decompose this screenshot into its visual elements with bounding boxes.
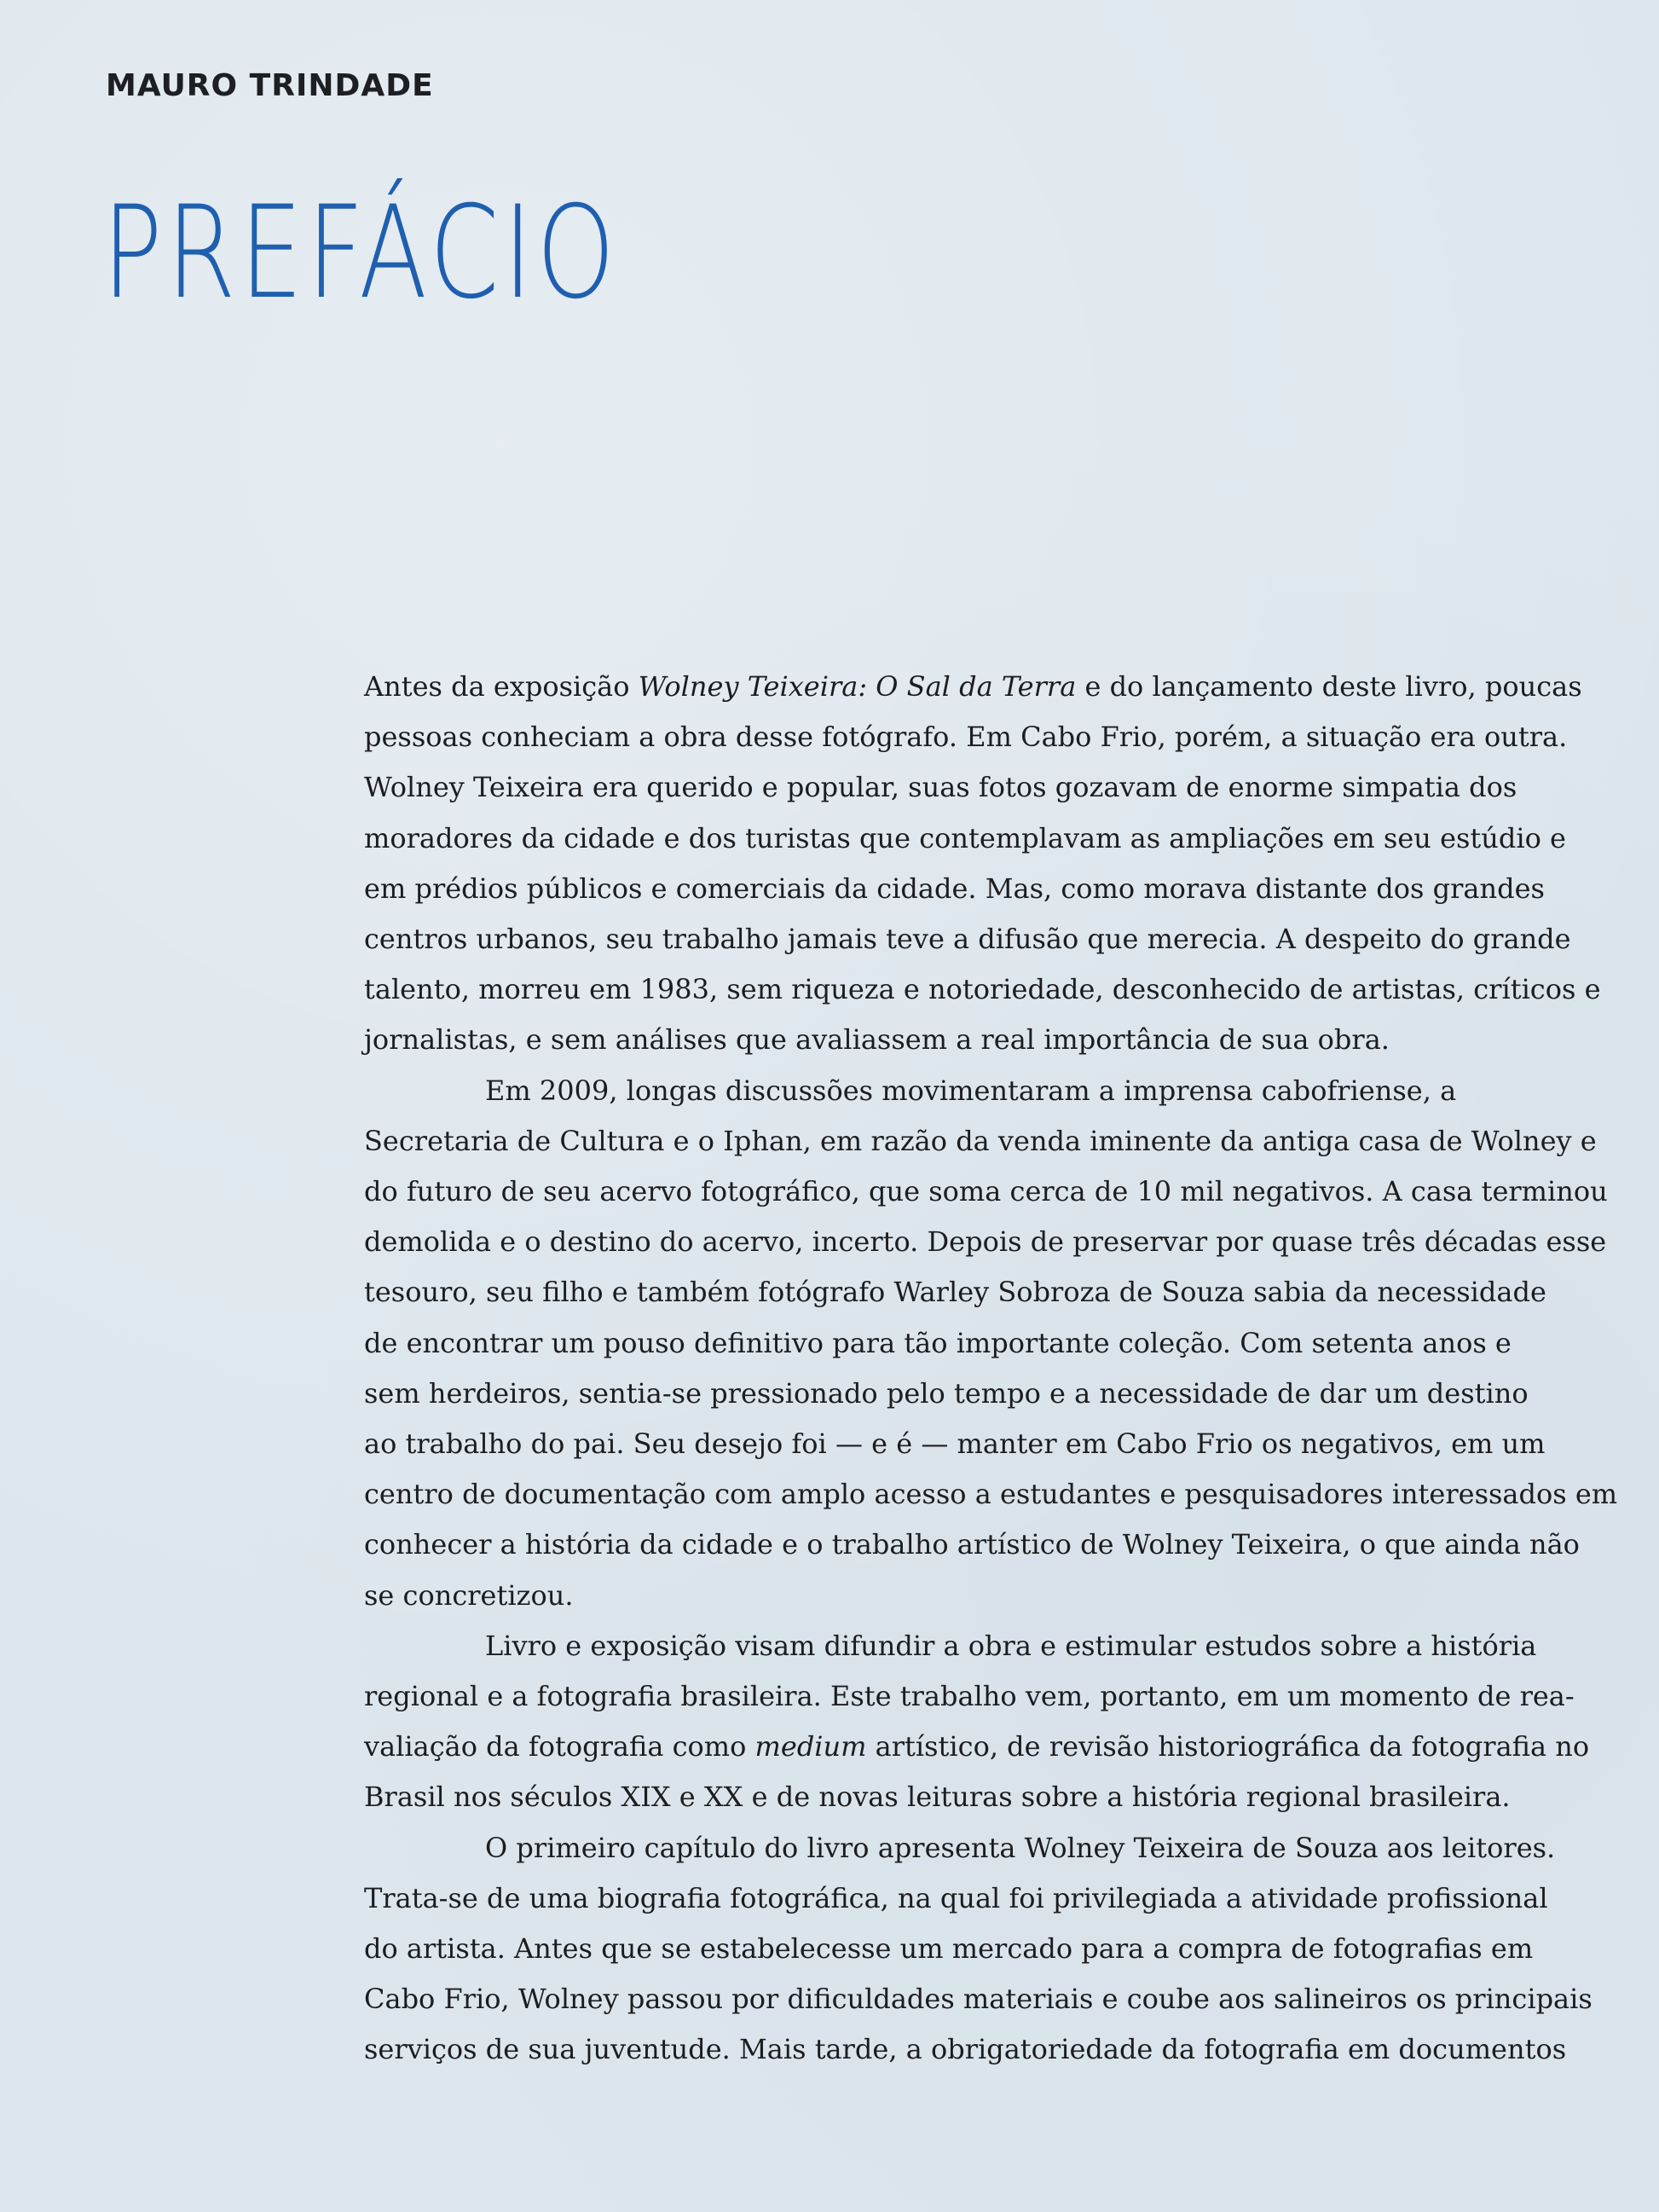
text-line: tesouro, seu filho e também fotógrafo Warley Sobroza de Souza sabia da necessidade [364,1276,1546,1309]
text-line: conhecer a história da cidade e o trabalho artístico de Wolney Teixeira, o que ainda não [364,1528,1580,1561]
text-line: centro de documentação com amplo acesso a estudantes e pesquisadores interessados em [364,1478,1618,1511]
text-line: pessoas conheciam a obra desse fotógrafo. Em Cabo Frio, porém, a situação era outra. [364,721,1568,754]
text-line: ao trabalho do pai. Seu desejo foi — e é — manter em Cabo Frio os negativos, em um [364,1427,1546,1461]
italic-title: Wolney Teixeira: O Sal da Terra [638,670,1077,703]
text-line: Livro e exposição visam difundir a obra e estimular estudos sobre a história [485,1629,1537,1662]
text-line: serviços de sua juventude. Mais tarde, a obrigatoriedade da fotografia em documentos [364,2033,1567,2066]
text-line: sem herdeiros, sentia-se pressionado pelo tempo e a necessidade de dar um destino [364,1376,1529,1410]
page-title: PREFÁCIO [102,179,620,327]
paragraph-1 [364,662,1600,1066]
text-line: em prédios públicos e comerciais da cidade. Mas, como morava distante dos grandes [364,871,1545,905]
text-line: demolida e o destino do acervo, incerto. Depois de preservar por quase três décadas esse [364,1225,1607,1259]
text-line: jornalistas, e sem análises que avaliassem a real importância de sua obra. [364,1023,1390,1057]
paragraph-3 [364,1621,1600,1823]
text-line: Brasil nos séculos XIX e XX e de novas leituras sobre a história regional brasileira. [364,1781,1511,1814]
text-line: talento, morreu em 1983, sem riqueza e notoriedade, desconhecido de artistas, críticos e [364,973,1601,1006]
text-line: valiação da fotografia como medium artístico, de revisão historiográfica da fotografia no [364,1730,1590,1763]
text-line: Cabo Frio, Wolney passou por dificuldades materiais e coube aos salineiros os principais [364,1983,1593,2016]
text-line: se concretizou. [364,1578,574,1612]
text-line: Em 2009, longas discussões movimentaram a imprensa cabofriense, a [485,1074,1457,1107]
text-line: do artista. Antes que se estabelecesse um mercado para a compra de fotografias em [364,1932,1534,1966]
text-line: O primeiro capítulo do livro apresenta Wolney Teixeira de Souza aos leitores. [485,1831,1556,1864]
text-line: Trata-se de uma biografia fotográfica, na qual foi privilegiada a atividade profissional [364,1881,1548,1914]
preface-body [364,662,1618,2076]
text-line: Secretaria de Cultura e o Iphan, em razão da venda iminente da antiga casa de Wolney e [364,1124,1597,1157]
text-line: centros urbanos, seu trabalho jamais teve a difusão que merecia. A despeito do grande [364,923,1571,956]
text-line: Antes da exposição Wolney Teixeira: O Sal da Terra e do lançamento deste livro, poucas [364,670,1582,703]
text-line: moradores da cidade e dos turistas que contemplavam as ampliações em seu estúdio e [364,821,1566,854]
text-line: regional e a fotografia brasileira. Este trabalho vem, portanto, em um momento de rea- [364,1680,1575,1713]
text-line: de encontrar um pouso definitivo para tão importante coleção. Com setenta anos e [364,1326,1512,1359]
author-name: MAURO TRINDADE [106,68,434,103]
text-line: Wolney Teixeira era querido e popular, suas fotos gozavam de enorme simpatia dos [364,771,1517,804]
paragraph-2 [364,1066,1618,1621]
paragraph-4 [364,1823,1600,2076]
italic-title: medium [754,1730,867,1763]
text-line: do futuro de seu acervo fotográfico, que soma cerca de 10 mil negativos. A casa terminou [364,1175,1608,1208]
